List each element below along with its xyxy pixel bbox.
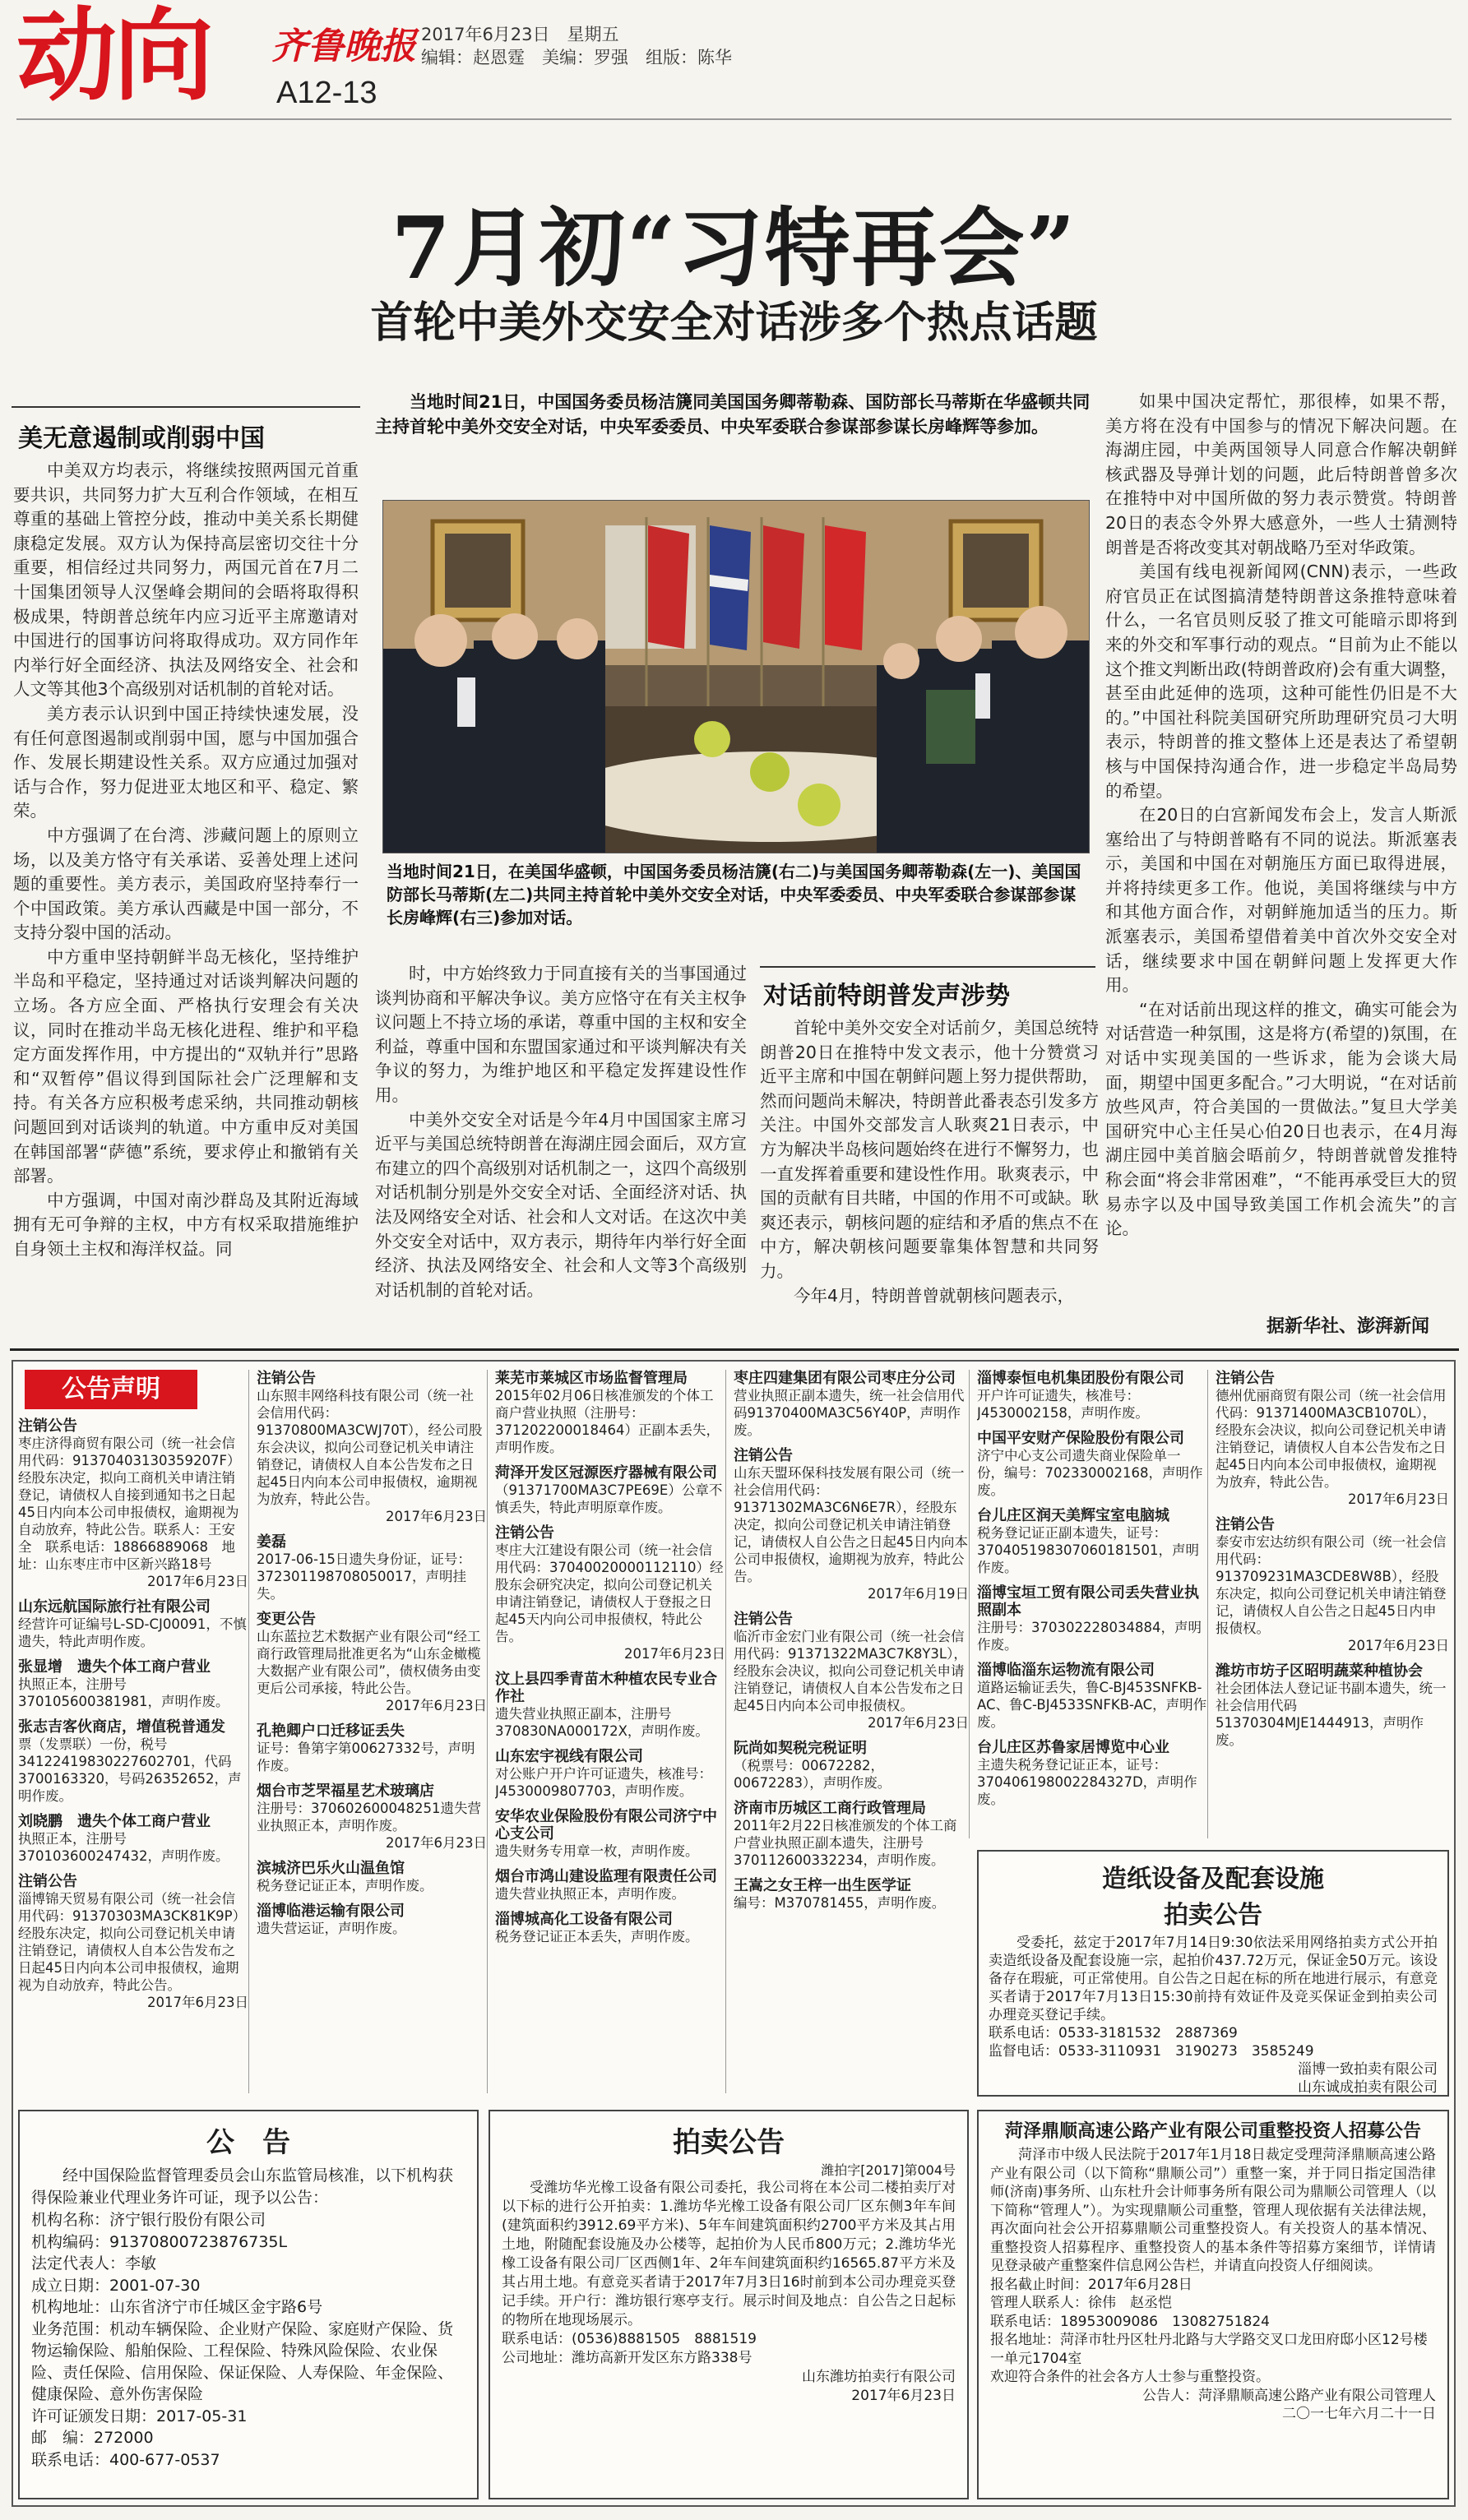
page-divider: [10, 1348, 1459, 1351]
notice-date: 2017年6月23日: [1348, 1491, 1449, 1507]
column-divider: [1207, 1370, 1208, 1838]
notice-date: 2017年6月23日: [624, 1646, 725, 1662]
auction-notice-date: 2017年6月23日: [851, 2388, 956, 2404]
notice-title: 滨城济巴乐火山温鱼馆: [257, 1860, 405, 1877]
notice-text: 税务登记证正本，声明作废。: [257, 1878, 433, 1893]
equipment-auction-notice: [977, 1850, 1449, 2097]
notice-item: [495, 1370, 725, 1456]
auction-company: 淄博一致拍卖有限公司: [1298, 2061, 1438, 2078]
notice-title: 注销公告: [1216, 1370, 1275, 1387]
notice-date: 2017年6月23日: [386, 1698, 487, 1713]
auction-notice: [489, 2110, 969, 2499]
notice-title: 菏泽开发区冠源医疗器械有限公司: [495, 1464, 717, 1482]
notice-title: 刘晓鹏 遗失个体工商户营业: [18, 1813, 211, 1830]
notice-title: 莱芜市莱城区市场监督管理局: [495, 1370, 688, 1387]
auction-notice-title: 拍卖公告: [673, 2126, 785, 2159]
notice-text: 2015年02月06日核准颁发的个体工商户营业执照（注册号：371202200018464）正副本丢失，声明作废。: [495, 1388, 720, 1455]
notice-text: 主遗失税务登记证正本，证号：370406198002284327D，声明作废。: [977, 1757, 1197, 1807]
notice-text: 执照正本，注册号370103600247432，声明作废。: [18, 1831, 229, 1864]
recruit-date: 二〇一七年六月二十一日: [1282, 2406, 1436, 2422]
insurance-title: 公 告: [206, 2126, 290, 2159]
notice-item: [257, 1782, 487, 1852]
notice-text: 注册号：370302228034884，声明作废。: [977, 1620, 1202, 1653]
notice-text: 山东蓝拉艺术数据产业有限公司“经工商行政管理局批准更名为“山东金橄榄大数据产业有限公司”，债权债务由变更后公司承接，特此公告。: [257, 1629, 481, 1696]
notice-item: [495, 1671, 725, 1740]
recruit-address: 报名地址：菏泽市牡丹区牡丹北路与大学路交叉口龙田府邸小区12号楼一单元1704室: [990, 2332, 1428, 2367]
notice-title: 姜磊: [257, 1533, 286, 1551]
notice-date: 2017年6月23日: [147, 1574, 248, 1589]
insurance-field: 邮 编：272000: [31, 2429, 154, 2447]
notice-text: 枣庄济得商贸有限公司（统一社会信用代码：91370403130359207F）经股东决定，拟向工商机关申请注销登记，请债权人自接到通知书之日起45日内向本公司申报债权，逾期视为自动放弃，特此公告。联系人：王安全 联系电话：18866889068 地址：山东枣庄市中区新兴路18号: [18, 1436, 241, 1572]
notice-text: 经营许可证编号L-SD-CJ00091，不慎遗失，特此声明作废。: [18, 1616, 247, 1649]
notice-title: 烟台市芝罘福星艺术玻璃店: [257, 1782, 434, 1800]
paragraph: 时，中方始终致力于同直接有关的当事国通过谈判协商和平解决争议。美方应恪守在有关主权争议问题上不持立场的承诺，尊重中国的主权和安全利益，尊重中国和东盟国家通过和平谈判解决有关争议的努力，为维护地区和平稳定发挥建设性作用。: [375, 964, 747, 1105]
insurance-field: 业务范围：机动车辆保险、企业财产保险、家庭财产保险、货物运输保险、船舶保险、工程保险、特殊风险保险、农业保险、责任保险、信用保险、保证保险、人寿保险、年金保险、健康保险、意外伤害保险: [31, 2319, 454, 2403]
notice-item: [257, 1533, 487, 1602]
notice-item: [495, 1868, 725, 1903]
insurance-field: 机构编码：91370800723876735L: [31, 2232, 288, 2251]
notice-title: 注销公告: [257, 1370, 316, 1387]
notice-title: 山东远航国际旅行社有限公司: [18, 1598, 211, 1616]
notice-text: 济宁中心支公司遗失商业保险单一份，编号：702330002168，声明作废。: [977, 1448, 1203, 1498]
recruit-signer: 公告人：菏泽鼎顺高速公路产业有限公司管理人: [1142, 2387, 1436, 2404]
notice-text: 执照正本，注册号370105600381981，声明作废。: [18, 1676, 229, 1709]
notice-item: [734, 1740, 969, 1792]
auction-company: 山东诚成拍卖有限公司: [1298, 2079, 1438, 2096]
notice-text: 山东照丰网络科技有限公司（统一社会信用代码：91370800MA3CWJ70T），经公司股东会决议，拟向公司登记机关申请注销登记，请债权人自本公告发布之日起45日内向本公司申报债权，逾期视为放弃，特此公告。: [257, 1388, 483, 1507]
recruit-deadline: 报名截止时间：2017年6月28日: [990, 2276, 1192, 2293]
notice-item: [18, 1873, 248, 2011]
insurance-intro: 经中国保险监督管理委员会山东监管局核准，以下机构获得保险兼业代理业务许可证，现予以公告：: [31, 2166, 454, 2207]
notice-text: 遗失营运证，声明作废。: [257, 1921, 406, 1936]
col4-body: [1105, 390, 1457, 1309]
recruit-body: 菏泽市中级人民法院于2017年1月18日裁定受理菏泽鼎顺高速公路产业有限公司（以下简称“鼎顺公司”）重整一案，并于同日指定国浩律师(济南)事务所、山东杜升会计师事务所有限公司为鼎顺公司管理人（以下简称“管理人”）。为实现鼎顺公司重整，管理人现依据有关法律法规，再次面向社会公开招募鼎顺公司重整投资人。有关投资人的基本情况、重整投资人招募程序、重整投资人的基本条件等招募方案细节，详情请见登录破产重整案件信息网公告栏，并请直向投资人仔细阅读。: [990, 2147, 1436, 2274]
notice-column: [18, 1417, 248, 2182]
notice-title: 淄博宝垣工贸有限公司丢失营业执照副本: [977, 1584, 1199, 1619]
notice-column: [1216, 1370, 1449, 1838]
paragraph: 首轮中美外交安全对话前夕，美国总统特朗普20日在推特中发文表示，他十分赞赏习近平主席和中国在朝鲜问题上努力提供帮助，然而问题尚未解决，特朗普此番表态引发多方关注。中国外交部发言人耿爽21日表示，中方为解决半岛核问题始终在进行不懈努力，也一直发挥着重要和建设性作用。耿爽表示，中国的贡献有目共睹，中国的作用不可或缺。耿爽还表示，朝核问题的症结和矛盾的焦点不在中方，解决朝核问题要靠集体智慧和共同努力。: [760, 1018, 1099, 1281]
notice-title: 淄博泰恒电机集团股份有限公司: [977, 1370, 1184, 1387]
investor-recruitment-notice: [977, 2110, 1449, 2499]
notice-title: 淄博城高化工设备有限公司: [495, 1911, 673, 1928]
notice-title: 台儿庄区苏鲁家居博览中心业: [977, 1739, 1169, 1756]
notice-text: 注册号：370602600048251遗失营业执照正本，声明作废。: [257, 1801, 481, 1833]
section-rule: [760, 966, 1095, 968]
notice-item: [1216, 1662, 1449, 1749]
notice-title: 孔艳卿户口迁移证丢失: [257, 1722, 405, 1740]
notice-item: [257, 1611, 487, 1714]
notice-text: 道路运输证丢失，鲁C-BJ453SNFKB-AC、鲁C-BJ4533SNFKB-AC，声明作废。: [977, 1680, 1207, 1730]
notice-item: [18, 1718, 248, 1805]
notice-item: [977, 1430, 1207, 1499]
notice-title: 张显增 遗失个体工商户营业: [18, 1658, 211, 1676]
notice-text: 证号：鲁第字第00627332号，声明作废。: [257, 1741, 475, 1773]
newspaper-logo: 齐鲁晚报: [271, 25, 416, 67]
insurance-field: 法定代表人：李敏: [31, 2254, 157, 2273]
paragraph: 美国有线电视新闻网(CNN)表示，一些政府官员正在试图搞清楚特朗普这条推特意味着什么，一名官员则反驳了推文可能暗示即将到来的外交和军事行动的观点。“目前为止不能以这个推文判断出政(特朗普政府)会有重大调整，甚至由此延伸的选项，这种可能性仍旧是不大的。”中国社科院美国研究所助理研究员刁大明表示，特朗普的推文整体上还是表达了希望朝核与中国保持沟通合作，进一步稳定半岛局势的希望。: [1105, 562, 1457, 801]
notice-text: 税务登记证正副本遗失，证号：370405198307060181501，声明作废。: [977, 1525, 1199, 1575]
notice-text: 票（发票联）一份，税号34122419830227602701，代码3700163320，号码26352652，声明作废。: [18, 1736, 242, 1804]
auction-title: 造纸设备及配套设施: [1102, 1865, 1324, 1893]
col1-heading: 美无意遏制或削弱中国: [18, 424, 265, 453]
auction-notice-body: 受潍坊华光橡工设备有限公司委托，我公司将在本公司二楼拍卖厅对以下标的进行公开拍卖：1.潍坊华光橡工设备有限公司厂区东侧3年车间(建筑面积约3912.69平方米)、5年车间建筑面积约2700平方米及其占用土地，附随配套设施及办公楼等，起拍价为人民币800万元；2.潍坊华光橡工设备有限公司厂区西侧1年、2年车间建筑面积约16565.87平方米及其占用土地。有意竞买者请于2017年7月3日16时前到本公司办理竞买登记手续。开户行：潍坊银行寒亭支行。展示时间及地点：自公告之日起标的物所在地现场展示。: [502, 2180, 956, 2328]
notice-text: 开户许可证遗失，核准号：J4530002158，声明作废。: [977, 1388, 1149, 1421]
notice-item: [734, 1800, 969, 1869]
main-headline: 7月初“习特再会”: [391, 197, 1077, 298]
notice-text: 2017-06-15日遗失身份证，证号：372301198708050017，声明挂失。: [257, 1551, 471, 1602]
paragraph: 如果中国决定帮忙，那很棒，如果不帮，美方将在没有中国参与的情况下解决问题。在海湖庄园，中美两国领导人同意合作解决朝鲜核武器及导弹计划的问题，此后特朗普曾多次在推特中对中国所做的努力表示赞赏。特朗普20日的表态令外界大感意外，一些人士猜测特朗普是否将改变其对朝战略乃至对华政策。: [1105, 391, 1457, 557]
notice-item: [495, 1808, 725, 1860]
notice-title: 烟台市鸿山建设监理有限责任公司: [495, 1868, 717, 1885]
paragraph: 中方强调，中国对南沙群岛及其附近海域拥有无可争辩的主权，中方有权采取措施维护自身领土主权和海洋权益。同: [13, 1190, 359, 1259]
column-divider: [248, 1370, 249, 2093]
notice-title: 注销公告: [734, 1611, 793, 1628]
notices-label: 公告声明: [25, 1370, 197, 1409]
notice-text: 枣庄大江建设有限公司（统一社会信用代码：37040020000112110）经股东会研究决定，拟向公司登记机关申请注销登记，请债权人于登报之日起45天内向公司申报债权，特此公告。: [495, 1542, 724, 1644]
notice-text: 编号：M370781455，声明作废。: [734, 1895, 946, 1911]
notice-item: [257, 1722, 487, 1774]
notice-text: 税务登记证正本丢失，声明作废。: [495, 1929, 699, 1944]
insurance-field: 机构名称：济宁银行股份有限公司: [31, 2211, 266, 2229]
notice-item: [977, 1662, 1207, 1731]
insurance-notice: [18, 2110, 479, 2499]
notice-text: 营业执照正副本遗失，统一社会信用代码91370400MA3C56Y40P，声明作废。: [734, 1388, 965, 1438]
recruit-phones: 联系电话：18953009086 13082751824: [990, 2313, 1270, 2330]
notice-date: 2017年6月23日: [1348, 1638, 1449, 1653]
notice-title: 王嵩之女王梓一出生医学证: [734, 1877, 911, 1894]
auction-contact: 联系电话：(0536)8881505 8881519: [502, 2331, 757, 2347]
auction-notice-company: 山东潍坊拍卖行有限公司: [802, 2369, 956, 2385]
notice-item: [977, 1370, 1207, 1422]
notice-item: [495, 1748, 725, 1800]
notice-text: （91371700MA3C7PE69E）公章不慎丢失，特此声明原章作废。: [495, 1482, 723, 1515]
notice-text: 遗失营业执照正本，声明作废。: [495, 1886, 685, 1902]
col3-body: [760, 1016, 1099, 1340]
column-divider: [725, 1370, 726, 2093]
col2-body: [375, 962, 747, 1340]
editor-credits: 编辑：赵恩霆 美编：罗强 组版：陈华: [421, 48, 732, 67]
notice-title: 汶上县四季青苗木种植农民专业合作社: [495, 1671, 717, 1705]
notice-item: [977, 1584, 1207, 1653]
recruit-title: 菏泽鼎顺高速公路产业有限公司重整投资人招募公告: [1004, 2120, 1421, 2142]
notice-title: 潍坊市坊子区昭明蔬菜种植协会: [1216, 1662, 1423, 1680]
paragraph: 今年4月，特朗普曾就朝核问题表示，: [794, 1285, 1075, 1306]
notice-item: [734, 1370, 969, 1439]
section-rule: [12, 406, 360, 408]
insurance-field: 成立日期：2001-07-30: [31, 2276, 201, 2295]
recruit-welcome: 欢迎符合条件的社会各方人士参与重整投资。: [990, 2369, 1270, 2385]
notice-date: 2017年6月23日: [868, 1715, 969, 1731]
notice-item: [734, 1877, 969, 1912]
photo-caption: 当地时间21日，在美国华盛顿，中国国务委员杨洁篪(右二)与美国国务卿蒂勒森(左一)、美国国防部长马蒂斯(左二)共同主持首轮中美外交安全对话，中央军委委员、中央军委联合参谋部参谋长房峰辉(右三)参加对话。: [387, 862, 1081, 927]
issue-date: 2017年6月23日 星期五: [421, 25, 619, 44]
notice-text: 2011年2月22日核准颁发的个体工商户营业执照正副本遗失，注册号370112600332234，声明作废。: [734, 1818, 957, 1868]
subheadline: 首轮中美外交安全对话涉多个热点话题: [370, 298, 1098, 348]
news-credit: 据新华社、澎湃新闻: [1267, 1316, 1430, 1337]
notice-date: 2017年6月23日: [386, 1509, 487, 1524]
notice-item: [1216, 1370, 1449, 1508]
notice-title: 淄博临淄东运物流有限公司: [977, 1662, 1155, 1679]
recruit-contacts: 管理人联系人：徐伟 赵丞恺: [990, 2295, 1172, 2311]
paragraph: 中方重申坚持朝鲜半岛无核化，坚持维护半岛和平稳定，坚持通过对话谈判解决问题的立场。各方应全面、严格执行安理会有关决议，同时在推动半岛无核化进程、维护和平稳定方面发挥作用，中方提出的“双轨并行”思路和“双暂停”倡议得到国际社会广泛理解和支持。有关各方应积极考虑采纳，共同推动朝核问题回到对话谈判的轨道。中方重申反对美国在韩国部署“萨德”系统，要求停止和撤销有关部署。: [13, 946, 359, 1186]
insurance-field: 机构地址：山东省济宁市任城区金宇路6号: [31, 2298, 323, 2316]
notice-title: 淄博临港运输有限公司: [257, 1903, 405, 1920]
auction-supervise-phone: 监督电话：0533-3110931 3190273 3585249: [989, 2043, 1314, 2060]
notice-item: [257, 1370, 487, 1525]
notice-title: 台儿庄区润天美辉宝室电脑城: [977, 1507, 1169, 1524]
notice-date: 2017年6月23日: [386, 1835, 487, 1851]
section-title: 动向: [16, 0, 211, 114]
notice-text: 对公账户开户许可证遗失，核准号：J4530009807703，声明作废。: [495, 1766, 712, 1799]
notice-item: [495, 1524, 725, 1662]
notice-title: 济南市历城区工商行政管理局: [734, 1800, 926, 1817]
notice-title: 注销公告: [1216, 1516, 1275, 1533]
notice-title: 中国平安财产保险股份有限公司: [977, 1430, 1184, 1447]
paragraph: 中美双方均表示，将继续按照两国元首重要共识，共同努力扩大互利合作领域，在相互尊重的基础上管控分歧，推动中美关系长期健康稳定发展。双方认为保持高层密切交往十分重要，相信经过共同努力，两国元首在7月二十国集团领导人汉堡峰会期间的会晤将取得积极成果，特朗普总统年内应习近平主席邀请对中国进行的国事访问将取得成功。双方同作年内举行好全面经济、执法及网络安全、社会和人文等其他3个高级别对话机制的首轮对话。: [13, 460, 359, 700]
auction-title2: 拍卖公告: [1164, 1901, 1262, 1930]
notice-item: [977, 1739, 1207, 1808]
notice-text: 德州优丽商贸有限公司（统一社会信用代码：91371400MA3CB1070L），经股东会决议，拟向公司登记机关申请注销登记，请债权人自本公告发布之日起45日内向本公司申报债权，逾期视为放弃，特此公告。: [1216, 1388, 1447, 1490]
notice-title: 注销公告: [18, 1417, 77, 1435]
paragraph: 美方表示认识到中国正持续快速发展，没有任何意图遏制或削弱中国，愿与中国加强合作、发展长期建设性关系。双方应通过加强对话与合作，努力促进亚太地区和平、稳定、繁荣。: [13, 703, 359, 821]
paragraph: “在对话前出现这样的推文，确实可能会为对话营造一种氛围，这是将方(希望的)氛围，在对话中实现美国的一些诉求，能为会谈大局面，期望中国更多配合。”刁大明说，“在对话前放些风声，符合美国的一贯做法。”复旦大学美国研究中心主任吴心伯20日也表示，在4月海湖庄园中美首脑会晤前夕，特朗普就曾发推特称会面“将会非常困难”，“不能再承受巨大的贸易赤字以及中国导致美国工作机会流失”的言论。: [1105, 999, 1457, 1239]
notice-item: [18, 1813, 248, 1865]
notice-text: 泰安市宏达纺织有限公司（统一社会信用代码：913709231MA3CDE8W8B），经股东决定，拟向公司登记机关申请注销登记，请债权人自公告之日起45日内申报债权。: [1216, 1534, 1447, 1636]
column-divider: [487, 1370, 488, 2093]
notice-item: [257, 1903, 487, 1937]
notice-title: 山东宏宇视线有限公司: [495, 1748, 643, 1765]
notice-title: 注销公告: [495, 1524, 554, 1542]
notice-text: 临沂市金宏门业有限公司（统一社会信用代码：91371322MA3C7K8Y3L），经股东会决议，拟向公司登记机关申请注销登记，请债权人自本公告发布之日起45日内向本公司申报债权。: [734, 1629, 967, 1713]
insurance-field: 联系电话：400-677-0537: [31, 2450, 220, 2469]
notice-title: 变更公告: [257, 1611, 316, 1628]
col1-body: [13, 459, 359, 1339]
auction-body: 受委托，兹定于2017年7月14日9:30依法采用网络拍卖方式公开拍卖造纸设备及配套设施一宗，起拍价437.72万元，保证金50万元。该设备存在瑕疵，可正常使用。自公告之日起在标的所在地进行展示，有意竞买者请于2017年7月13日15:30前持有效证件及竞买保证金到拍卖公司办理竞买登记手续。: [989, 1935, 1438, 2023]
notice-text: 遗失营业执照正副本，注册号370830NA000172X，声明作废。: [495, 1706, 709, 1739]
notice-date: 2017年6月23日: [147, 1995, 248, 2010]
notice-item: [18, 1658, 248, 1710]
auction-address: 公司地址：潍坊高新开发区东方路338号: [502, 2350, 753, 2366]
notice-text: 社会团体法人登记证书副本遗失，统一社会信用代码51370304MJE1444913，声明作废。: [1216, 1681, 1447, 1748]
notice-item: [495, 1464, 725, 1516]
notice-item: [734, 1611, 969, 1732]
notice-title: 注销公告: [734, 1447, 793, 1464]
notice-column: [977, 1370, 1207, 1842]
notice-text: （税票号：00672282，00672283），声明作废。: [734, 1758, 891, 1791]
notice-item: [977, 1507, 1207, 1576]
lead-paragraph: 当地时间21日，中国国务委员杨洁篪同美国国务卿蒂勒森、国防部长马蒂斯在华盛顿共同主持首轮中美外交安全对话，中央军委委员、中央军委联合参谋部参谋长房峰辉等参加。: [375, 392, 1091, 437]
auction-phone: 联系电话：0533-3181532 2887369: [989, 2025, 1238, 2041]
notice-date: 2017年6月19日: [868, 1586, 969, 1602]
auction-ref: 潍拍字[2017]第004号: [821, 2162, 956, 2178]
notice-title: 枣庄四建集团有限公司枣庄分公司: [734, 1370, 956, 1387]
notice-item: [18, 1417, 248, 1590]
notice-item: [495, 1911, 725, 1945]
notice-item: [734, 1447, 969, 1602]
paragraph: 中方强调了在台湾、涉藏问题上的原则立场，以及美方恪守有关承诺、妥善处理上述问题的重要性。美方表示，美国政府坚持奉行一个中国政策。美方承认西藏是中国一部分，不支持分裂中国的活动。: [13, 825, 359, 943]
column-divider: [969, 1370, 970, 1838]
news-photo: [382, 500, 1090, 853]
col3-heading: 对话前特朗普发声涉势: [763, 982, 1010, 1010]
paragraph: 中美外交安全对话是今年4月中国国家主席习近平与美国总统特朗普在海湖庄园会面后，双方宣布建立的四个高级别对话机制之一，这四个高级别对话机制分别是外交安全对话、全面经济对话、执法及网络安全对话、社会和人文对话。在这次中美外交安全对话中，双方表示，期待年内举行好全面经济、执法及网络安全、社会和人文等3个高级别对话机制的首轮对话。: [375, 1109, 747, 1300]
notice-text: 山东天盟环保科技发展有限公司（统一社会信用代码：91371302MA3C6N6E7R），经股东决定，拟向公司登记机关申请注销登记，请债权人自公告之日起45日内向本公司申报债权，逾期视为放弃，特此公告。: [734, 1465, 968, 1584]
notice-title: 注销公告: [18, 1873, 77, 1890]
notice-title: 阮尚如契税完税证明: [734, 1740, 867, 1757]
notice-item: [257, 1860, 487, 1894]
paragraph: 在20日的白宫新闻发布会上，发言人斯派塞给出了与特朗普略有不同的说法。斯派塞表示，美国和中国在对朝施压方面已取得进展，并将持续更多工作。他说，美国将继续与中方和其他方面合作，对朝鲜施加适当的压力。斯派塞表示，美国希望借着美中首次外交安全对话，继续要求中国在朝鲜问题上发挥更大作用。: [1105, 805, 1457, 996]
notice-item: [1216, 1516, 1449, 1654]
insurance-field: 许可证颁发日期：2017-05-31: [31, 2407, 248, 2425]
masthead-rule: [16, 118, 1452, 120]
notice-text: 遗失财务专用章一枚，声明作废。: [495, 1843, 699, 1859]
notice-title: 安华农业保险股份有限公司济宁中心支公司: [495, 1808, 717, 1843]
notice-text: 淄博锦天贸易有限公司（统一社会信用代码：91370303MA3CK81K9P）经股东决定，拟向公司登记机关申请注销登记，请债权人自本公告发布之日起45日内向本公司申报债权，逾期视为自动放弃，特此公告。: [18, 1891, 247, 1993]
notice-item: [18, 1598, 248, 1650]
page-number: A12-13: [276, 76, 377, 110]
notice-title: 张志吉客伙商店，增值税普通发: [18, 1718, 225, 1736]
